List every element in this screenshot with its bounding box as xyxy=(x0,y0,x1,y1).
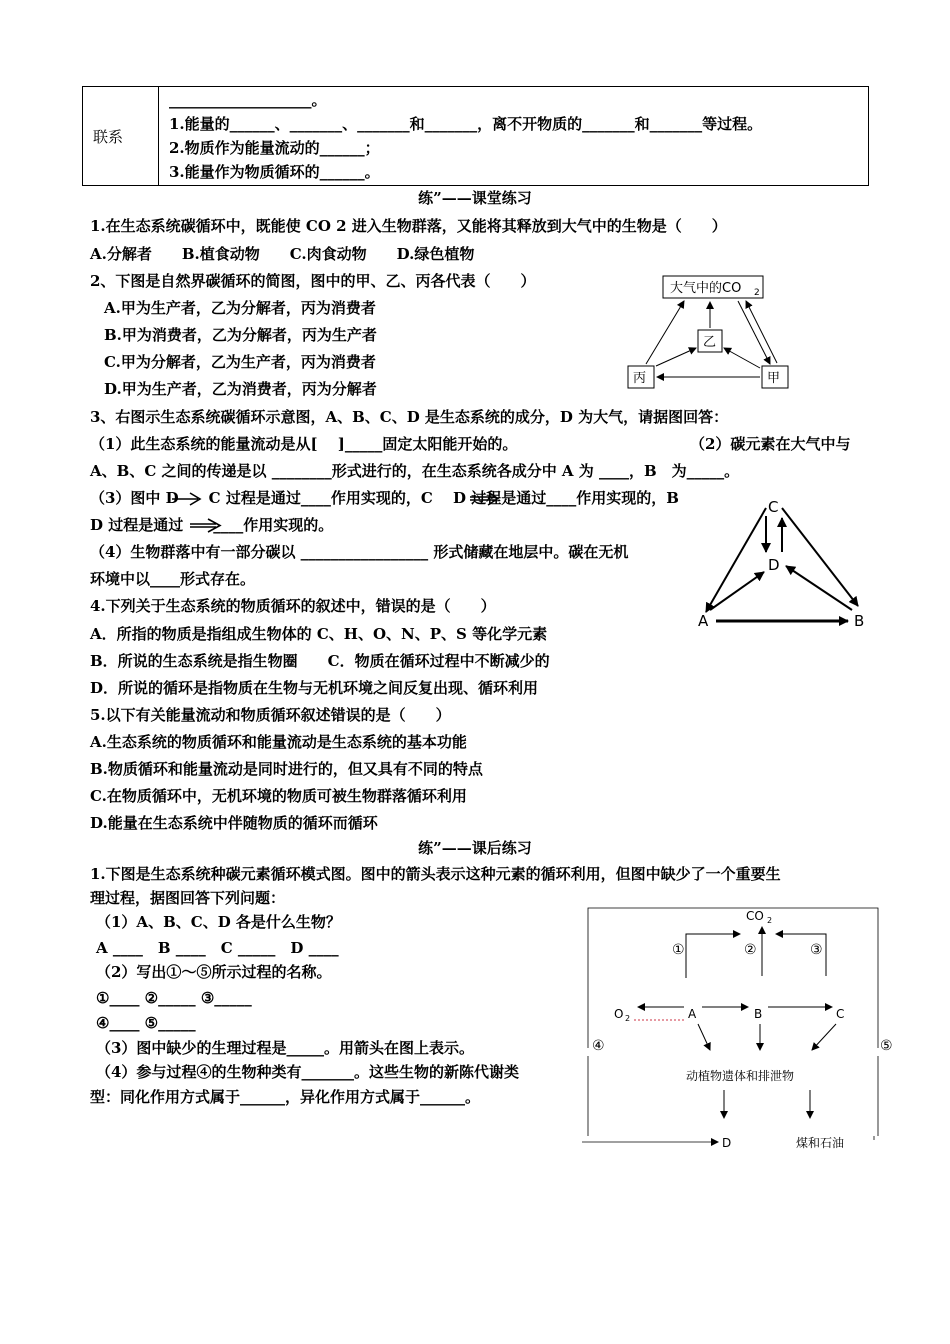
q2-stem: 2、下图是自然界碳循环的简图，图中的甲、乙、丙各代表（ ） xyxy=(90,272,536,290)
connection-content xyxy=(159,87,869,186)
h1-carbon-cycle-diagram xyxy=(578,900,908,1160)
section-title-after-class-practice: 练”——课后练习 xyxy=(418,839,532,857)
h1-label-n1: ① xyxy=(672,942,685,958)
h1-label-coal: 煤和石油 xyxy=(796,1136,845,1150)
h1-label-o2: O xyxy=(614,1007,624,1021)
q3-part4-cont: 环境中以____形式存在。 xyxy=(90,570,256,588)
q5-option-a: A.生态系统的物质循环和能量流动是生态系统的基本功能 xyxy=(90,733,467,751)
q5-option-c: C.在物质循环中，无机环境的物质可被生物群落循环利用 xyxy=(90,787,467,805)
q3-label-c: C xyxy=(768,498,779,516)
h1-arrow-a-remains xyxy=(698,1024,710,1050)
q4-option-bc: B．所说的生态系统是指生物圈 C．物质在循环过程中不断减少的 xyxy=(90,652,550,670)
connection-row-0: ___________________。 xyxy=(169,91,327,109)
q3-part4: （4）生物群落中有一部分碳以 _________________ 形式储藏在地层中。碳在无机 xyxy=(90,543,629,561)
connection-row-3: 3.能量作为物质循环的______。 xyxy=(169,163,380,181)
q3-part3: （3）图中 D C 过程是通过____作用实现的，C D 过程是通过____作用实现的，B xyxy=(90,489,679,507)
h1-label-remains: 动植物遗体和排泄物 xyxy=(686,1069,795,1083)
h1-label-o2-sub: 2 xyxy=(625,1014,631,1023)
h1-label-n4: ④ xyxy=(592,1038,605,1054)
h1-label-n5: ⑤ xyxy=(880,1038,893,1054)
q2-label-bing: 丙 xyxy=(633,371,647,386)
q3-arrow-c-a xyxy=(706,508,766,612)
h1-part3: （3）图中缺少的生理过程是_____。用箭头在图上表示。 xyxy=(96,1039,474,1057)
arrow-c-to-d-icon xyxy=(468,490,502,506)
q3-part2-start: （2）碳元素在大气中与 xyxy=(690,435,851,453)
h1-frame-sides xyxy=(588,1056,878,1136)
q2-label-yi: 乙 xyxy=(703,335,717,350)
q3-part2: A、B、C 之间的传递是以 ________形式进行的，在生态系统各成分中 A 为 ____，B 为_____。 xyxy=(90,462,740,480)
h1-label-a: A xyxy=(688,1007,697,1021)
q2-arrow-bing-co2 xyxy=(646,301,684,364)
q4-stem: 4.下列关于生态系统的物质循环的叙述中，错误的是（ ） xyxy=(90,597,496,615)
h1-part4-line2: 型：同化作用方式属于______，异化作用方式属于______。 xyxy=(90,1088,481,1106)
q4-option-d: D．所说的循环是指物质在生物与无机环境之间反复出现、循环利用 xyxy=(90,679,539,697)
q5-stem: 5.以下有关能量流动和物质循环叙述错误的是（ ） xyxy=(90,706,451,724)
h1-part1-answers: A ____ B ____ C _____ D ____ xyxy=(96,939,339,957)
q3-label-b: B xyxy=(854,612,865,630)
h1-arrow-1 xyxy=(686,934,740,978)
q3-carbon-cycle-diagram xyxy=(690,494,875,634)
h1-part2-answers-1: ①____ ②_____ ③_____ xyxy=(96,989,252,1007)
section-title-class-practice: 练”——课堂练习 xyxy=(418,189,532,207)
q2-option-a: A.甲为生产者，乙为分解者，丙为消费者 xyxy=(104,299,376,317)
h1-label-co2-sub: 2 xyxy=(767,916,773,925)
h1-label-b: B xyxy=(754,1007,763,1021)
q2-arrow-jia-yi xyxy=(724,348,760,368)
h1-label-d: D xyxy=(722,1136,732,1150)
q2-label-co2-sub: 2 xyxy=(754,288,760,298)
q2-arrow-co2-jia xyxy=(738,301,770,364)
h1-part2: （2）写出①～⑤所示过程的名称。 xyxy=(96,963,332,981)
q2-option-b: B.甲为消费者，乙为分解者，丙为生产者 xyxy=(104,326,377,344)
q2-arrow-jia-co2 xyxy=(746,301,777,363)
h1-part4-line1: （4）参与过程④的生物种类有_______。这些生物的新陈代谢类 xyxy=(96,1063,519,1081)
connection-row-2: 2.物质作为能量流动的______； xyxy=(169,139,380,157)
h1-frame-top xyxy=(588,908,878,1048)
h1-arrow-c-remains xyxy=(812,1024,836,1050)
h1-label-c: C xyxy=(836,1007,845,1021)
arrow-d-to-c-icon xyxy=(170,490,204,506)
h1-label-co2: CO xyxy=(746,909,764,923)
connection-row-1: 1.能量的______、_______、_______和_______，离不开物质的_______和_______等过程。 xyxy=(169,115,763,133)
q2-carbon-cycle-diagram xyxy=(620,268,795,396)
q3-stem: 3、右图示生态系统碳循环示意图，A、B、C、D 是生态系统的成分，D 为大气，请据图回答： xyxy=(90,408,729,426)
q2-arrow-bing-yi xyxy=(656,348,696,366)
h1-part2-answers-2: ④____ ⑤_____ xyxy=(96,1014,196,1032)
h1-label-n2: ② xyxy=(744,942,757,958)
arrow-b-to-d-icon xyxy=(188,517,224,533)
h1-label-n3: ③ xyxy=(810,942,823,958)
q3-arrow-b-d xyxy=(786,566,852,610)
q1-stem: 1.在生态系统碳循环中，既能使 CO 2 进入生物群落，又能将其释放到大气中的生物是（ ） xyxy=(90,217,727,235)
connection-label: 联系 xyxy=(83,87,159,186)
q2-option-c: C.甲为分解者，乙为生产者，丙为消费者 xyxy=(104,353,376,371)
h1-stem-line2: 理过程，据图回答下列问题： xyxy=(90,889,286,907)
q3-part1: （1）此生态系统的能量流动是从[ ]_____固定太阳能开始的。 xyxy=(90,435,518,453)
connection-table xyxy=(82,86,869,186)
q3-part3-cont: D 过程是通过 ____作用实现的。 xyxy=(90,516,334,534)
q2-option-d: D.甲为生产者，乙为消费者，丙为分解者 xyxy=(104,380,377,398)
q4-option-a: A．所指的物质是指组成生物体的 C、H、O、N、P、S 等化学元素 xyxy=(90,625,548,643)
h1-stem-line1: 1.下图是生态系统种碳元素循环模式图。图中的箭头表示这种元素的循环利用，但图中缺少了一个重要生 xyxy=(90,865,781,883)
q1-options: A.分解者 B.植食动物 C.肉食动物 D.绿色植物 xyxy=(90,245,475,263)
h1-part1: （1）A、B、C、D 各是什么生物？ xyxy=(96,913,341,931)
q5-option-b: B.物质循环和能量流动是同时进行的，但又具有不同的特点 xyxy=(90,760,483,778)
q5-option-d: D.能量在生态系统中伴随物质的循环而循环 xyxy=(90,814,378,832)
q3-label-d: D xyxy=(768,556,780,574)
q3-label-a: A xyxy=(698,612,709,630)
q2-label-co2: 大气中的CO xyxy=(670,281,742,296)
q3-arrow-c-b xyxy=(782,508,858,606)
q2-label-jia: 甲 xyxy=(767,371,781,386)
